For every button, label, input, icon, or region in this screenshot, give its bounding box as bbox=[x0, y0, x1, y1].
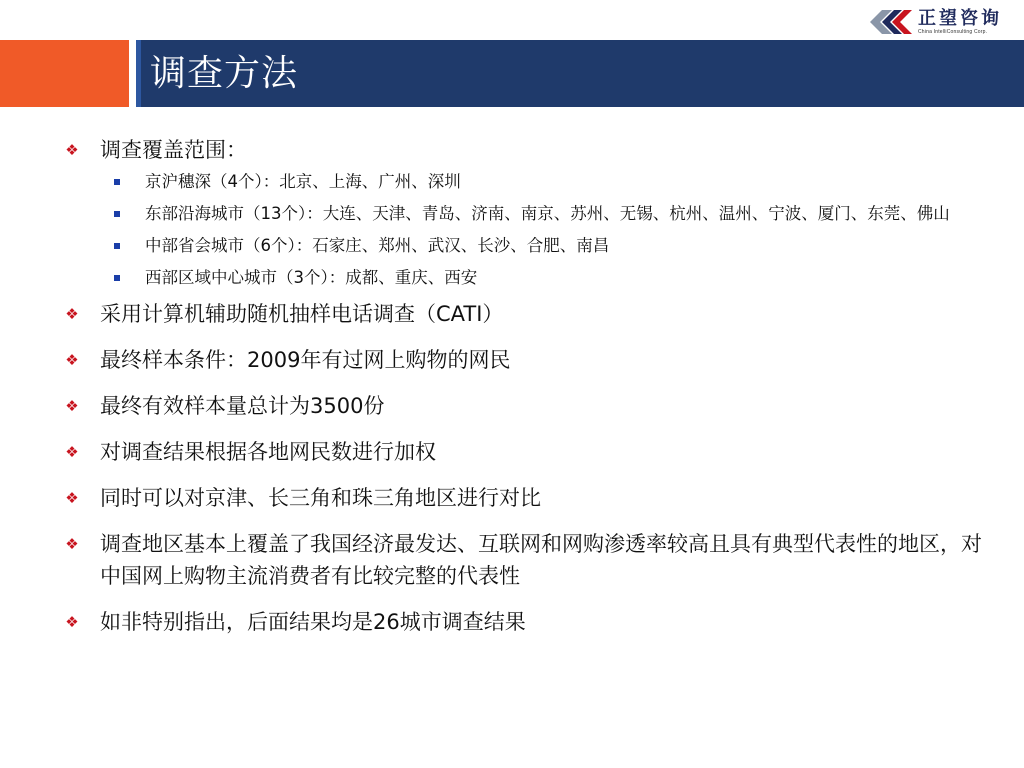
square-bullet-icon bbox=[114, 275, 120, 281]
bullet-text: 最终有效样本量总计为3500份 bbox=[100, 394, 385, 418]
bullet-text: 采用计算机辅助随机抽样电话调查（CATI） bbox=[100, 302, 504, 326]
slide-title: 调查方法 bbox=[150, 52, 299, 94]
sub-item-text: 西部区域中心城市（3个）：成都、重庆、西安 bbox=[145, 268, 478, 287]
bullet-text: 对调查结果根据各地网民数进行加权 bbox=[100, 440, 436, 464]
bullet-item bbox=[62, 298, 984, 330]
square-bullet-icon bbox=[114, 179, 120, 185]
diamond-bullet-icon: ❖ bbox=[65, 305, 79, 323]
sub-item-text: 中部省会城市（6个）：石家庄、郑州、武汉、长沙、合肥、南昌 bbox=[145, 236, 610, 255]
bullet-item bbox=[62, 606, 984, 638]
spacer bbox=[62, 330, 984, 344]
diamond-bullet-icon: ❖ bbox=[65, 397, 79, 415]
bullet-item bbox=[62, 134, 984, 166]
square-bullet-icon bbox=[114, 243, 120, 249]
bullet-item bbox=[62, 436, 984, 468]
sub-list-item bbox=[92, 266, 984, 290]
sub-list-item bbox=[92, 202, 984, 226]
bullet-item bbox=[62, 528, 984, 592]
square-bullet-icon bbox=[114, 211, 120, 217]
bullet-text: 调查地区基本上覆盖了我国经济最发达、互联网和网购渗透率较高且具有典型代表性的地区，对中国网上购物主流消费者有比较完整的代表性 bbox=[100, 532, 982, 588]
spacer bbox=[62, 422, 984, 436]
bullet-text: 如非特别指出，后面结果均是26城市调查结果 bbox=[100, 610, 526, 634]
sub-list-item bbox=[92, 170, 984, 194]
diamond-bullet-icon: ❖ bbox=[65, 351, 79, 369]
logo-name-en: China IntelliConsulting Corp. bbox=[918, 28, 988, 35]
header-accent-block bbox=[0, 40, 129, 107]
bullet-item bbox=[62, 482, 984, 514]
company-logo bbox=[868, 4, 1002, 40]
bullet-item bbox=[62, 390, 984, 422]
spacer bbox=[62, 376, 984, 390]
bullet-item bbox=[62, 344, 984, 376]
bullet-text: 最终样本条件：2009年有过网上购物的网民 bbox=[100, 348, 511, 372]
logo-text bbox=[918, 9, 1002, 36]
title-bar bbox=[136, 40, 1024, 107]
diamond-bullet-icon: ❖ bbox=[65, 489, 79, 507]
spacer bbox=[62, 514, 984, 528]
logo-chevron-icon bbox=[868, 8, 914, 36]
coverage-sublist bbox=[62, 170, 984, 290]
sub-item-text: 东部沿海城市（13个）：大连、天津、青岛、济南、南京、苏州、无锡、杭州、温州、宁波、厦门、东莞、佛山 bbox=[145, 204, 950, 223]
diamond-bullet-icon: ❖ bbox=[65, 141, 79, 159]
sub-item-text: 京沪穗深（4个）：北京、上海、广州、深圳 bbox=[145, 172, 461, 191]
bullet-text: 同时可以对京津、长三角和珠三角地区进行对比 bbox=[100, 486, 541, 510]
bullet-text: 调查覆盖范围： bbox=[100, 138, 247, 162]
diamond-bullet-icon: ❖ bbox=[65, 443, 79, 461]
diamond-bullet-icon: ❖ bbox=[65, 613, 79, 631]
diamond-bullet-icon: ❖ bbox=[65, 535, 79, 553]
spacer bbox=[62, 592, 984, 606]
sub-list-item bbox=[92, 234, 984, 258]
spacer bbox=[62, 468, 984, 482]
logo-name-cn: 正望咨询 bbox=[918, 7, 1002, 29]
content-area bbox=[62, 134, 984, 638]
